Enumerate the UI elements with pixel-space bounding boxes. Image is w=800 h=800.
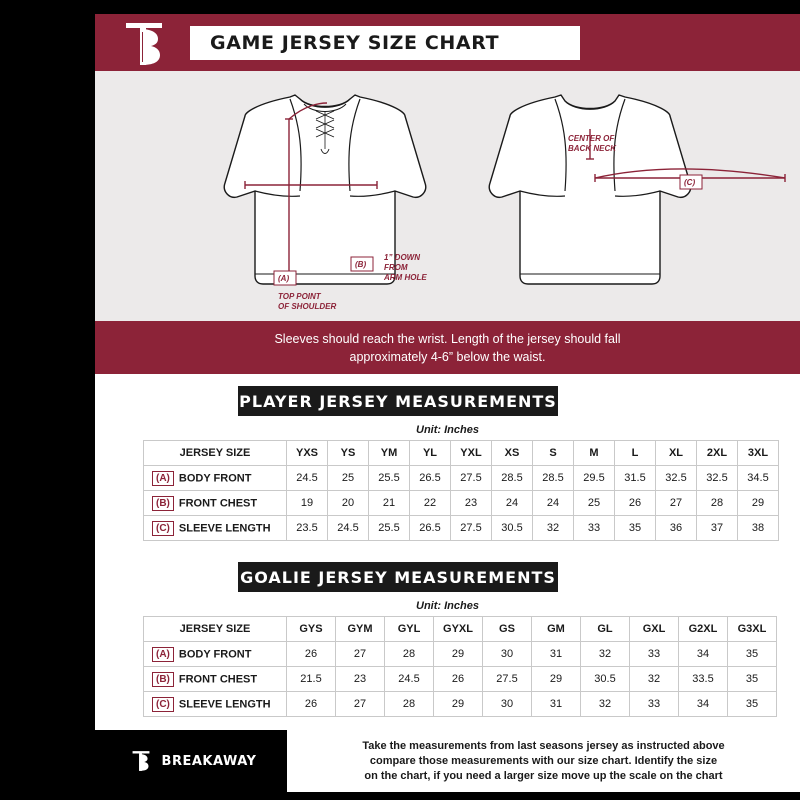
table-cell: 33 — [630, 642, 679, 667]
table-cell: 33 — [574, 516, 615, 541]
footer-instructions — [287, 730, 800, 792]
row-key-tag: (B) — [152, 496, 174, 511]
table-cell: 27.5 — [483, 667, 532, 692]
note-c-line2: BACK NECK — [568, 144, 616, 153]
goalie-unit-label: Unit: Inches — [416, 600, 479, 612]
goalie-section-title-text: GOALIE JERSEY MEASUREMENTS — [240, 567, 556, 587]
footer-line1: Take the measurements from last seasons jersey as instructed above — [362, 739, 725, 752]
player-table — [143, 440, 779, 541]
column-header-size: GYS — [287, 617, 336, 642]
table-cell: 32 — [581, 642, 630, 667]
goalie-section-title — [238, 562, 558, 592]
table-cell: 23 — [336, 667, 385, 692]
row-label: (C) SLEEVE LENGTH — [144, 516, 287, 541]
table-cell: 35 — [728, 667, 777, 692]
column-header-jersey-size: JERSEY SIZE — [144, 441, 287, 466]
row-key-tag: (C) — [152, 697, 174, 712]
breakaway-b-logo-icon-footer — [126, 744, 156, 778]
table-cell: 29 — [532, 667, 581, 692]
table-cell: 25 — [574, 491, 615, 516]
row-label: (A) BODY FRONT — [144, 466, 287, 491]
fit-note-band — [95, 321, 800, 374]
column-header-size: M — [574, 441, 615, 466]
column-header-size: YXL — [451, 441, 492, 466]
table-cell: 21.5 — [287, 667, 336, 692]
table-cell: 32.5 — [656, 466, 697, 491]
column-header-jersey-size: JERSEY SIZE — [144, 617, 287, 642]
column-header-size: YXS — [287, 441, 328, 466]
column-header-size: XL — [656, 441, 697, 466]
table-cell: 23.5 — [287, 516, 328, 541]
breakaway-b-logo-icon — [108, 18, 180, 70]
table-cell: 29.5 — [574, 466, 615, 491]
table-cell: 24.5 — [287, 466, 328, 491]
table-cell: 24.5 — [385, 667, 434, 692]
note-b-line1: 1” DOWN — [384, 253, 420, 262]
measurements-body — [95, 374, 800, 730]
table-cell: 29 — [738, 491, 779, 516]
table-row — [144, 516, 779, 541]
table-cell: 34 — [679, 692, 728, 717]
row-label: (B) FRONT CHEST — [144, 667, 287, 692]
note-b-line3: ARM HOLE — [384, 273, 427, 282]
table-cell: 24 — [492, 491, 533, 516]
table-cell: 31 — [532, 642, 581, 667]
table-cell: 32.5 — [697, 466, 738, 491]
table-cell: 21 — [369, 491, 410, 516]
table-row — [144, 466, 779, 491]
table-cell: 28 — [697, 491, 738, 516]
player-unit-label: Unit: Inches — [416, 424, 479, 436]
footer-line2: compare those measurements with our size chart. Identify the size — [369, 754, 718, 767]
table-cell: 26 — [615, 491, 656, 516]
table-cell: 25.5 — [369, 466, 410, 491]
table-cell: 27 — [336, 642, 385, 667]
row-key-tag: (A) — [152, 647, 174, 662]
table-cell: 34.5 — [738, 466, 779, 491]
note-a-line1: TOP POINT — [278, 292, 321, 301]
note-b-line2: FROM — [384, 263, 408, 272]
fit-note-line1: Sleeves should reach the wrist. Length of the jersey should fall — [274, 331, 621, 346]
table-cell: 31 — [532, 692, 581, 717]
table-cell: 32 — [581, 692, 630, 717]
label-c-back: (C) — [684, 178, 696, 187]
table-cell: 25.5 — [369, 516, 410, 541]
table-cell: 37 — [697, 516, 738, 541]
note-c-line1: CENTER OF — [568, 134, 615, 143]
table-cell: 26 — [434, 667, 483, 692]
row-label: (C) SLEEVE LENGTH — [144, 692, 287, 717]
table-cell: 27 — [336, 692, 385, 717]
label-a-front: (A) — [278, 274, 290, 283]
table-cell: 27.5 — [451, 516, 492, 541]
table-cell: 35 — [615, 516, 656, 541]
table-cell: 28 — [385, 642, 434, 667]
table-cell: 38 — [738, 516, 779, 541]
table-cell: 30.5 — [492, 516, 533, 541]
table-cell: 26.5 — [410, 516, 451, 541]
row-key-tag: (B) — [152, 672, 174, 687]
column-header-size: 2XL — [697, 441, 738, 466]
table-cell: 26.5 — [410, 466, 451, 491]
column-header-size: GM — [532, 617, 581, 642]
table-cell: 22 — [410, 491, 451, 516]
table-cell: 28.5 — [492, 466, 533, 491]
table-cell: 26 — [287, 692, 336, 717]
table-cell: 35 — [728, 692, 777, 717]
table-cell: 30 — [483, 642, 532, 667]
table-cell: 33.5 — [679, 667, 728, 692]
row-label: (B) FRONT CHEST — [144, 491, 287, 516]
table-row — [144, 667, 777, 692]
table-row — [144, 491, 779, 516]
column-header-size: 3XL — [738, 441, 779, 466]
table-cell: 30.5 — [581, 667, 630, 692]
table-cell: 30 — [483, 692, 532, 717]
table-cell: 36 — [656, 516, 697, 541]
table-row — [144, 642, 777, 667]
note-a-line2: OF SHOULDER — [278, 302, 337, 311]
column-header-size: GYL — [385, 617, 434, 642]
table-cell: 32 — [630, 667, 679, 692]
footer-brand — [95, 730, 287, 792]
column-header-size: GL — [581, 617, 630, 642]
footer-line3: on the chart, if you need a larger size move up the scale on the chart — [364, 769, 723, 782]
table-cell: 29 — [434, 692, 483, 717]
column-header-size: G2XL — [679, 617, 728, 642]
page-title: GAME JERSEY SIZE CHART — [210, 32, 500, 54]
column-header-size: YL — [410, 441, 451, 466]
table-cell: 31.5 — [615, 466, 656, 491]
page-footer — [95, 730, 800, 792]
label-b-front: (B) — [355, 260, 367, 269]
table-cell: 28 — [385, 692, 434, 717]
column-header-size: S — [533, 441, 574, 466]
table-cell: 27 — [656, 491, 697, 516]
table-cell: 27.5 — [451, 466, 492, 491]
table-header-row — [144, 617, 777, 642]
row-key-tag: (A) — [152, 471, 174, 486]
back-jersey-drawing — [489, 95, 690, 284]
table-cell: 34 — [679, 642, 728, 667]
column-header-size: GS — [483, 617, 532, 642]
table-cell: 28.5 — [533, 466, 574, 491]
page-title-box — [190, 26, 580, 60]
goalie-table — [143, 616, 777, 717]
footer-brand-name: BREAKAWAY — [161, 753, 257, 769]
table-cell: 29 — [434, 642, 483, 667]
table-cell: 23 — [451, 491, 492, 516]
table-cell: 20 — [328, 491, 369, 516]
table-row — [144, 692, 777, 717]
player-section-title — [238, 386, 558, 416]
row-key-tag: (C) — [152, 521, 174, 536]
table-header-row — [144, 441, 779, 466]
column-header-size: G3XL — [728, 617, 777, 642]
column-header-size: GYXL — [434, 617, 483, 642]
fit-note-line2: approximately 4-6” below the waist. — [349, 349, 546, 364]
row-label: (A) BODY FRONT — [144, 642, 287, 667]
table-cell: 24.5 — [328, 516, 369, 541]
column-header-size: L — [615, 441, 656, 466]
table-cell: 26 — [287, 642, 336, 667]
table-cell: 25 — [328, 466, 369, 491]
column-header-size: YM — [369, 441, 410, 466]
column-header-size: GXL — [630, 617, 679, 642]
table-cell: 33 — [630, 692, 679, 717]
column-header-size: YS — [328, 441, 369, 466]
column-header-size: GYM — [336, 617, 385, 642]
table-cell: 19 — [287, 491, 328, 516]
player-section-title-text: PLAYER JERSEY MEASUREMENTS — [239, 391, 557, 411]
table-cell: 35 — [728, 642, 777, 667]
table-cell: 32 — [533, 516, 574, 541]
table-cell: 24 — [533, 491, 574, 516]
column-header-size: XS — [492, 441, 533, 466]
jersey-illustration-panel — [95, 71, 800, 321]
